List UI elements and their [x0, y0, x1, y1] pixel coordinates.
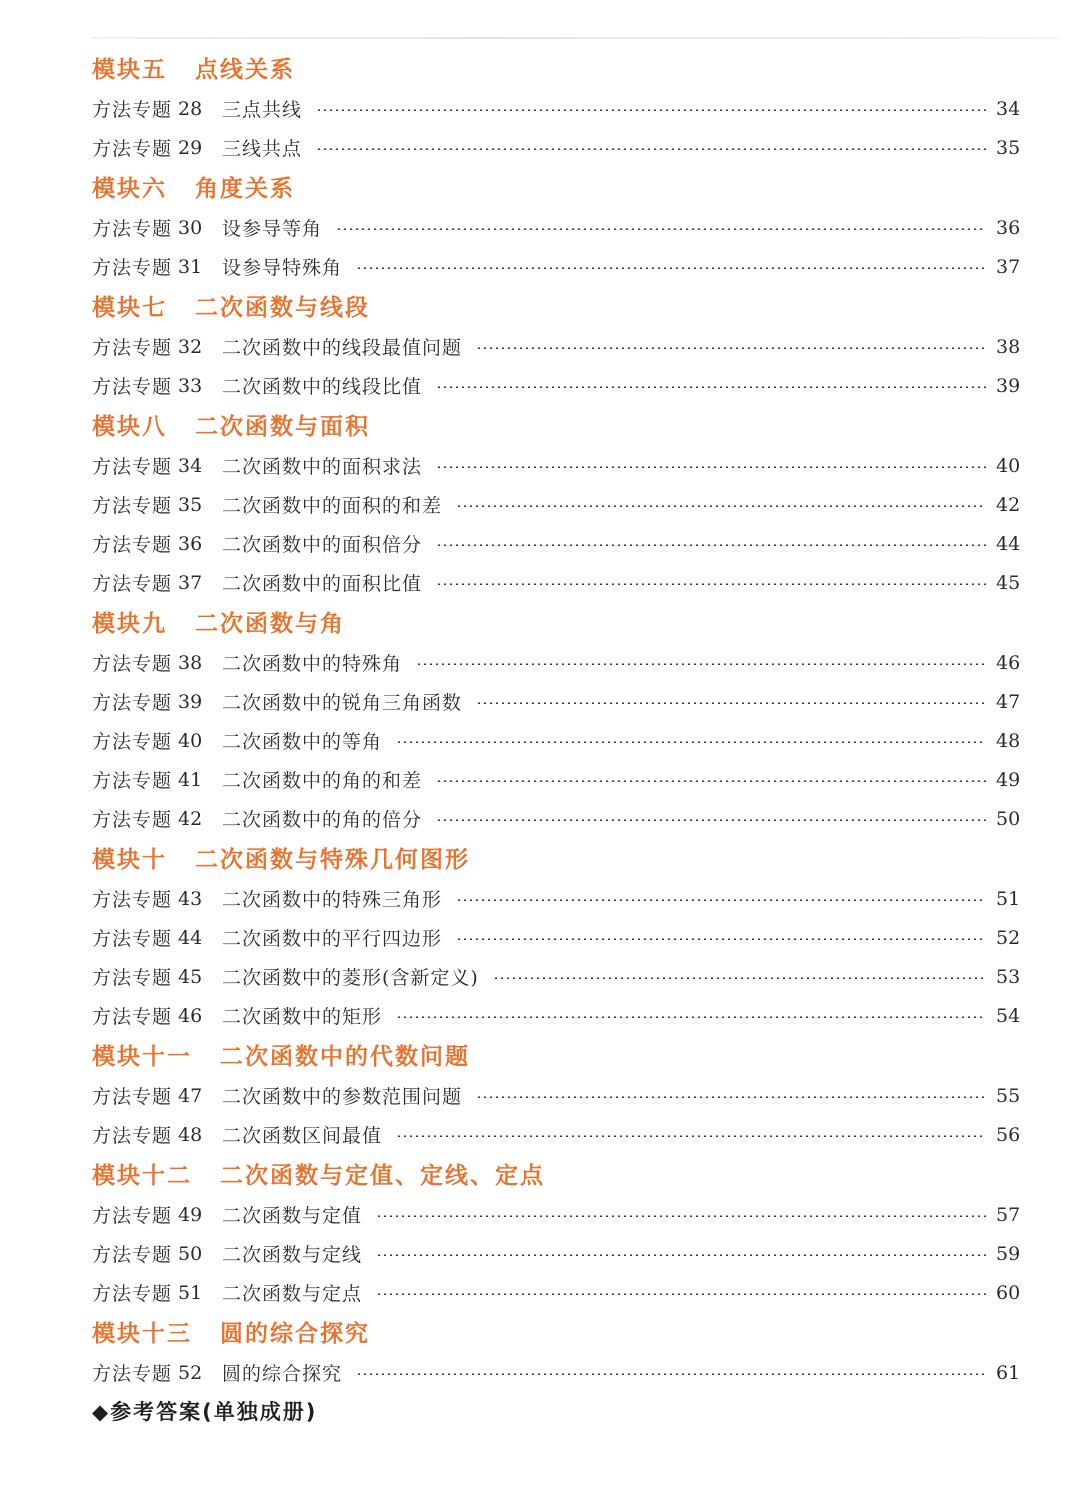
page-number: 42 — [996, 493, 1021, 516]
toc-entry[interactable] — [92, 721, 1020, 760]
toc-entry[interactable] — [92, 524, 1020, 563]
entry-label: 方法专题 — [92, 692, 173, 714]
page-number: 54 — [996, 1004, 1021, 1027]
dot-leader — [336, 228, 986, 230]
dot-leader — [476, 347, 986, 349]
entry-number: 47 — [178, 1084, 203, 1107]
module-number: 模块七 — [92, 295, 167, 321]
dot-leader — [436, 544, 986, 546]
entry-label: 方法专题 — [92, 495, 173, 517]
entry-number: 29 — [178, 136, 203, 159]
toc-entry[interactable] — [92, 208, 1020, 247]
dot-leader — [356, 267, 986, 269]
dot-leader — [376, 1215, 986, 1217]
page-number: 57 — [996, 1203, 1021, 1226]
toc-entry[interactable] — [92, 485, 1020, 524]
module-heading — [92, 51, 1020, 89]
module-title: 点线关系 — [195, 57, 295, 83]
entry-number: 34 — [178, 454, 203, 477]
toc-entry[interactable] — [92, 996, 1020, 1035]
entry-number: 45 — [178, 965, 203, 988]
module-title: 二次函数与线段 — [195, 295, 370, 321]
module-title: 二次函数中的代数问题 — [220, 1044, 470, 1070]
page-number: 37 — [996, 255, 1021, 278]
module-number: 模块十三 — [92, 1321, 192, 1347]
entry-label: 方法专题 — [92, 1244, 173, 1266]
entry-number: 44 — [178, 926, 203, 949]
page-number: 45 — [996, 571, 1021, 594]
table-of-contents — [92, 51, 1020, 1432]
entry-label: 方法专题 — [92, 534, 173, 556]
entry-number: 33 — [178, 374, 203, 397]
page-number: 48 — [996, 729, 1021, 752]
module-number: 模块十一 — [92, 1044, 192, 1070]
toc-entry[interactable] — [92, 1115, 1020, 1154]
dot-leader — [476, 1096, 986, 1098]
dot-leader — [436, 780, 986, 782]
module-number: 模块十二 — [92, 1163, 192, 1189]
toc-entry[interactable] — [92, 957, 1020, 996]
dot-leader — [316, 109, 986, 111]
entry-label: 方法专题 — [92, 218, 173, 240]
entry-title: 二次函数中的面积比值 — [222, 573, 423, 595]
entry-number: 51 — [178, 1281, 203, 1304]
dot-leader — [356, 1373, 986, 1375]
entry-title: 圆的综合探究 — [222, 1363, 343, 1385]
page-number: 49 — [996, 768, 1021, 791]
module-title: 二次函数与角 — [195, 611, 345, 637]
entry-label: 方法专题 — [92, 967, 173, 989]
toc-entry[interactable] — [92, 563, 1020, 602]
entry-title: 二次函数与定点 — [222, 1283, 363, 1305]
module-title: 角度关系 — [195, 176, 295, 202]
entry-title: 二次函数中的平行四边形 — [222, 928, 443, 950]
page-number: 35 — [996, 136, 1021, 159]
entry-number: 43 — [178, 887, 203, 910]
entry-title: 二次函数中的面积倍分 — [222, 534, 423, 556]
toc-entry[interactable] — [92, 1234, 1020, 1273]
entry-title: 二次函数中的菱形(含新定义) — [222, 967, 479, 989]
entry-title: 二次函数中的面积的和差 — [222, 495, 443, 517]
entry-label: 方法专题 — [92, 376, 173, 398]
toc-entry[interactable] — [92, 643, 1020, 682]
module-title: 二次函数与定值、定线、定点 — [220, 1163, 545, 1189]
entry-title: 二次函数区间最值 — [222, 1125, 383, 1147]
entry-title: 三线共点 — [222, 138, 303, 160]
entry-number: 38 — [178, 651, 203, 674]
toc-entry[interactable] — [92, 1273, 1020, 1312]
entry-title: 二次函数中的线段最值问题 — [222, 337, 463, 359]
entry-title: 二次函数中的锐角三角函数 — [222, 692, 463, 714]
entry-number: 41 — [178, 768, 203, 791]
entry-title: 二次函数与定值 — [222, 1205, 363, 1227]
entry-number: 48 — [178, 1123, 203, 1146]
toc-entry[interactable] — [92, 327, 1020, 366]
page-number: 55 — [996, 1084, 1021, 1107]
entry-number: 49 — [178, 1203, 203, 1226]
toc-entry[interactable] — [92, 682, 1020, 721]
toc-entry[interactable] — [92, 128, 1020, 167]
dot-leader — [476, 702, 986, 704]
page-number: 47 — [996, 690, 1021, 713]
module-heading — [92, 605, 1020, 643]
entry-number: 46 — [178, 1004, 203, 1027]
module-heading — [92, 289, 1020, 327]
module-number: 模块八 — [92, 414, 167, 440]
module-number: 模块五 — [92, 57, 167, 83]
toc-entry[interactable] — [92, 89, 1020, 128]
dot-leader — [316, 148, 986, 150]
dot-leader — [436, 583, 986, 585]
entry-title: 三点共线 — [222, 99, 303, 121]
entry-label: 方法专题 — [92, 456, 173, 478]
toc-entry[interactable] — [92, 1076, 1020, 1115]
page-number: 56 — [996, 1123, 1021, 1146]
page-number: 51 — [996, 887, 1021, 910]
entry-number: 37 — [178, 571, 203, 594]
entry-label: 方法专题 — [92, 573, 173, 595]
entry-title: 二次函数中的面积求法 — [222, 456, 423, 478]
entry-label: 方法专题 — [92, 731, 173, 753]
page-number: 50 — [996, 807, 1021, 830]
entry-number: 36 — [178, 532, 203, 555]
entry-title: 二次函数中的角的倍分 — [222, 809, 423, 831]
dot-leader — [396, 1016, 986, 1018]
dot-leader — [376, 1254, 986, 1256]
top-rule — [92, 37, 1060, 39]
toc-entry[interactable] — [92, 760, 1020, 799]
module-heading — [92, 408, 1020, 446]
module-title: 二次函数与面积 — [195, 414, 370, 440]
page-number: 44 — [996, 532, 1021, 555]
dot-leader — [436, 386, 986, 388]
module-number: 模块六 — [92, 176, 167, 202]
dot-leader — [396, 1135, 986, 1137]
toc-entry[interactable] — [92, 1195, 1020, 1234]
entry-number: 28 — [178, 97, 203, 120]
entry-number: 42 — [178, 807, 203, 830]
entry-title: 二次函数中的角的和差 — [222, 770, 423, 792]
dot-leader — [493, 977, 986, 979]
entry-label: 方法专题 — [92, 1125, 173, 1147]
page-number: 59 — [996, 1242, 1021, 1265]
dot-leader — [456, 505, 986, 507]
entry-title: 二次函数中的矩形 — [222, 1006, 383, 1028]
page-number: 34 — [996, 97, 1021, 120]
dot-leader — [436, 466, 986, 468]
entry-title: 二次函数中的线段比值 — [222, 376, 423, 398]
page-number: 60 — [996, 1281, 1021, 1304]
entry-label: 方法专题 — [92, 1363, 173, 1385]
answers-note: ◆参考答案(单独成册) — [92, 1400, 318, 1424]
entry-title: 二次函数中的特殊角 — [222, 653, 403, 675]
page-number: 39 — [996, 374, 1021, 397]
entry-label: 方法专题 — [92, 337, 173, 359]
toc-entry[interactable] — [92, 918, 1020, 957]
entry-label: 方法专题 — [92, 928, 173, 950]
entry-label: 方法专题 — [92, 809, 173, 831]
dot-leader — [416, 663, 986, 665]
dot-leader — [376, 1293, 986, 1295]
entry-label: 方法专题 — [92, 1006, 173, 1028]
page-number: 61 — [996, 1361, 1021, 1384]
toc-entry[interactable] — [92, 247, 1020, 286]
entry-label: 方法专题 — [92, 653, 173, 675]
module-number: 模块十 — [92, 847, 167, 873]
entry-label: 方法专题 — [92, 770, 173, 792]
toc-entry[interactable] — [92, 879, 1020, 918]
toc-entry[interactable] — [92, 446, 1020, 485]
entry-number: 32 — [178, 335, 203, 358]
entry-title: 二次函数中的参数范围问题 — [222, 1086, 463, 1108]
module-title: 圆的综合探究 — [220, 1321, 370, 1347]
entry-number: 35 — [178, 493, 203, 516]
module-heading — [92, 841, 1020, 879]
entry-label: 方法专题 — [92, 1205, 173, 1227]
dot-leader — [436, 819, 986, 821]
entry-title: 二次函数与定线 — [222, 1244, 363, 1266]
page-number: 46 — [996, 651, 1021, 674]
entry-number: 52 — [178, 1361, 203, 1384]
entry-title: 二次函数中的等角 — [222, 731, 383, 753]
entry-label: 方法专题 — [92, 257, 173, 279]
toc-entry[interactable] — [92, 366, 1020, 405]
module-heading — [92, 1038, 1020, 1076]
entry-label: 方法专题 — [92, 138, 173, 160]
dot-leader — [396, 741, 986, 743]
entry-number: 30 — [178, 216, 203, 239]
module-heading — [92, 1157, 1020, 1195]
entry-number: 39 — [178, 690, 203, 713]
module-title: 二次函数与特殊几何图形 — [195, 847, 470, 873]
module-number: 模块九 — [92, 611, 167, 637]
dot-leader — [456, 938, 986, 940]
page-number: 52 — [996, 926, 1021, 949]
entry-title: 设参导等角 — [222, 218, 323, 240]
entry-label: 方法专题 — [92, 1086, 173, 1108]
dot-leader — [456, 899, 986, 901]
module-heading — [92, 1315, 1020, 1353]
entry-number: 40 — [178, 729, 203, 752]
entry-label: 方法专题 — [92, 889, 173, 911]
toc-entry[interactable] — [92, 1353, 1020, 1392]
entry-label: 方法专题 — [92, 1283, 173, 1305]
entry-label: 方法专题 — [92, 99, 173, 121]
entry-title: 设参导特殊角 — [222, 257, 343, 279]
page-number: 53 — [996, 965, 1021, 988]
entry-number: 31 — [178, 255, 203, 278]
toc-entry[interactable] — [92, 799, 1020, 838]
entry-title: 二次函数中的特殊三角形 — [222, 889, 443, 911]
page-number: 36 — [996, 216, 1021, 239]
entry-number: 50 — [178, 1242, 203, 1265]
module-heading — [92, 170, 1020, 208]
page-number: 40 — [996, 454, 1021, 477]
page-number: 38 — [996, 335, 1021, 358]
